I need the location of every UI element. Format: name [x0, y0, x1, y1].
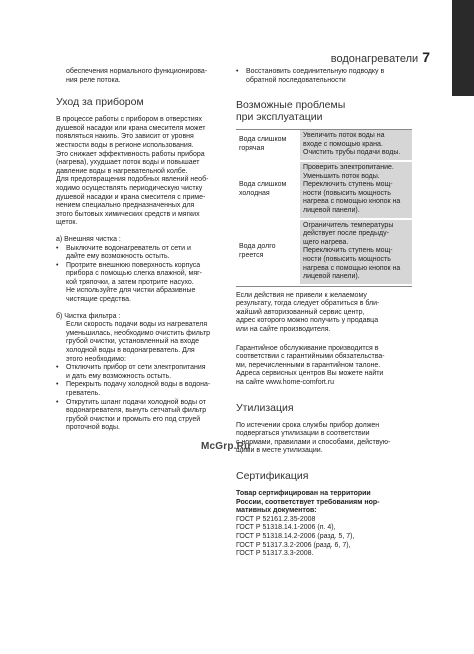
filter-cleaning-label: б) Чистка фильтра : [56, 312, 121, 320]
bullet-icon: • [56, 381, 59, 389]
bullet-icon: • [56, 244, 59, 252]
certification-statement: Товар сертифицирован на территории России, соответствует требованиям нор- мативных документов: [236, 490, 380, 515]
problem-cell: Вода слишком холодная [236, 161, 300, 219]
section-title: водонагреватели [330, 53, 419, 65]
page-header [331, 49, 430, 65]
problem-cell: Вода слишком горячая [236, 130, 300, 161]
list-item: • Протрите внешнюю поверхность корпуса прибора с помощью слегка влажной, мяг- кой тряпочки, а затем протрите насухо. Не используйте для чистки абразивные чистящие средства. [56, 261, 203, 304]
table-row [236, 161, 412, 219]
problem-cell: Вода долго греется [236, 219, 300, 285]
certification-heading: Сертификация [236, 470, 309, 482]
watermark: McGrp.Ru [201, 441, 251, 452]
table-row [236, 219, 412, 285]
bullet-icon: • [236, 68, 239, 75]
care-heading: Уход за прибором [56, 96, 144, 109]
gost-list: ГОСТ Р 52161.2.35-2008 ГОСТ Р 51318.14.1-2006 (п. 4), ГОСТ Р 51318.14.2-2006 (разд. 5, 7), ГОСТ Р 51317.3.2-2006 (разд. 6, 7), ГОСТ Р 51317.3.3-2008. [236, 515, 355, 558]
problems-heading: Возможные проблемы при эксплуатации [236, 99, 346, 124]
disposal-text: По истечении срока службы прибор должен подвергаться утилизации в соответствии с нормами, правилами и способами, действую- щими в месте утилизации. [236, 421, 391, 455]
list-item: • Перекрыть подачу холодной воды в водона- греватель. [56, 381, 211, 397]
bullet-icon: • [56, 398, 59, 406]
table-row [236, 130, 412, 161]
solution-cell: Увеличить поток воды на входе с помощью крана. Очистить трубы подачи воды. [300, 130, 412, 161]
solution-cell: Ограничитель температуры действует после предыду- щего нагрева. Переключить ступень мощ- ности (повысить мощность нагрева с помощью кнопок на лицевой панели). [300, 219, 412, 285]
filter-intro: Если скорость подачи воды из нагревателя уменьшилась, необходимо очистить фильтр грубой очистки, установленный на входе холодной воды в водонагреватель. Для этого необходимо: [66, 321, 211, 363]
list-item: • Выключите водонагреватель от сети и дайте ему возможность остыть. [56, 244, 191, 261]
bullet-icon: • [56, 364, 59, 372]
right-column [236, 68, 412, 559]
list-item: • Отключить прибор от сети электропитания и дать ему возможность остыть. [56, 364, 206, 380]
bullet-icon: • [56, 261, 59, 269]
solution-cell: Проверить электропитание. Уменьшить поток воды. Переключить ступень мощ- ности (повысить мощность нагрева с помощью кнопок на лицевой панели). [300, 161, 412, 219]
list-item: • Открутить шланг подачи холодной воды от водонагревателя, вынуть сетчатый фильтр грубой очистки и промыть его под струей проточной воды. [56, 398, 207, 432]
page-edge-tab [452, 0, 474, 96]
after-table-text: Если действия не привели к желаемому результату, тогда следует обратиться в бли- жайший авторизованный сервис центр, адрес которого можно получить у продавца или на сайте производителя. [236, 291, 380, 334]
care-paragraph: В процессе работы с прибором в отверстиях душевой насадки или крана смесителя может появляться накипь. Это зависит от уровня жесткости воды в регионе использования. Это снижает эффективность работы прибора (нагрева), ухудшает поток воды и повышает давление воды в нагревательной колбе. Для предотвращения подобных явлений необ- ходимо осуществлять периодическую чистку душевой насадки и крана смесителя с приме- нением специально предназначенных для этого бытовых химических средств и мягких щеток. [56, 116, 209, 227]
problems-table [236, 130, 412, 286]
intro-text: обеспечения нормального функционирова- ния реле потока. [66, 68, 208, 84]
warranty-text: Гарантийное обслуживание производится в соответствии с гарантийными обязательства- ми, перечисленными в гарантийном талоне. Адреса сервисных центров Вы можете найти на сайте www.home-comfort.ru [236, 344, 385, 387]
disposal-heading: Утилизация [236, 401, 294, 414]
page-number: 7 [422, 49, 430, 65]
outer-cleaning-label: а) Внешняя чистка : [56, 235, 121, 243]
list-item: • Восстановить соединительную подводку в обратной последовательности [236, 68, 385, 84]
left-column [56, 68, 226, 433]
